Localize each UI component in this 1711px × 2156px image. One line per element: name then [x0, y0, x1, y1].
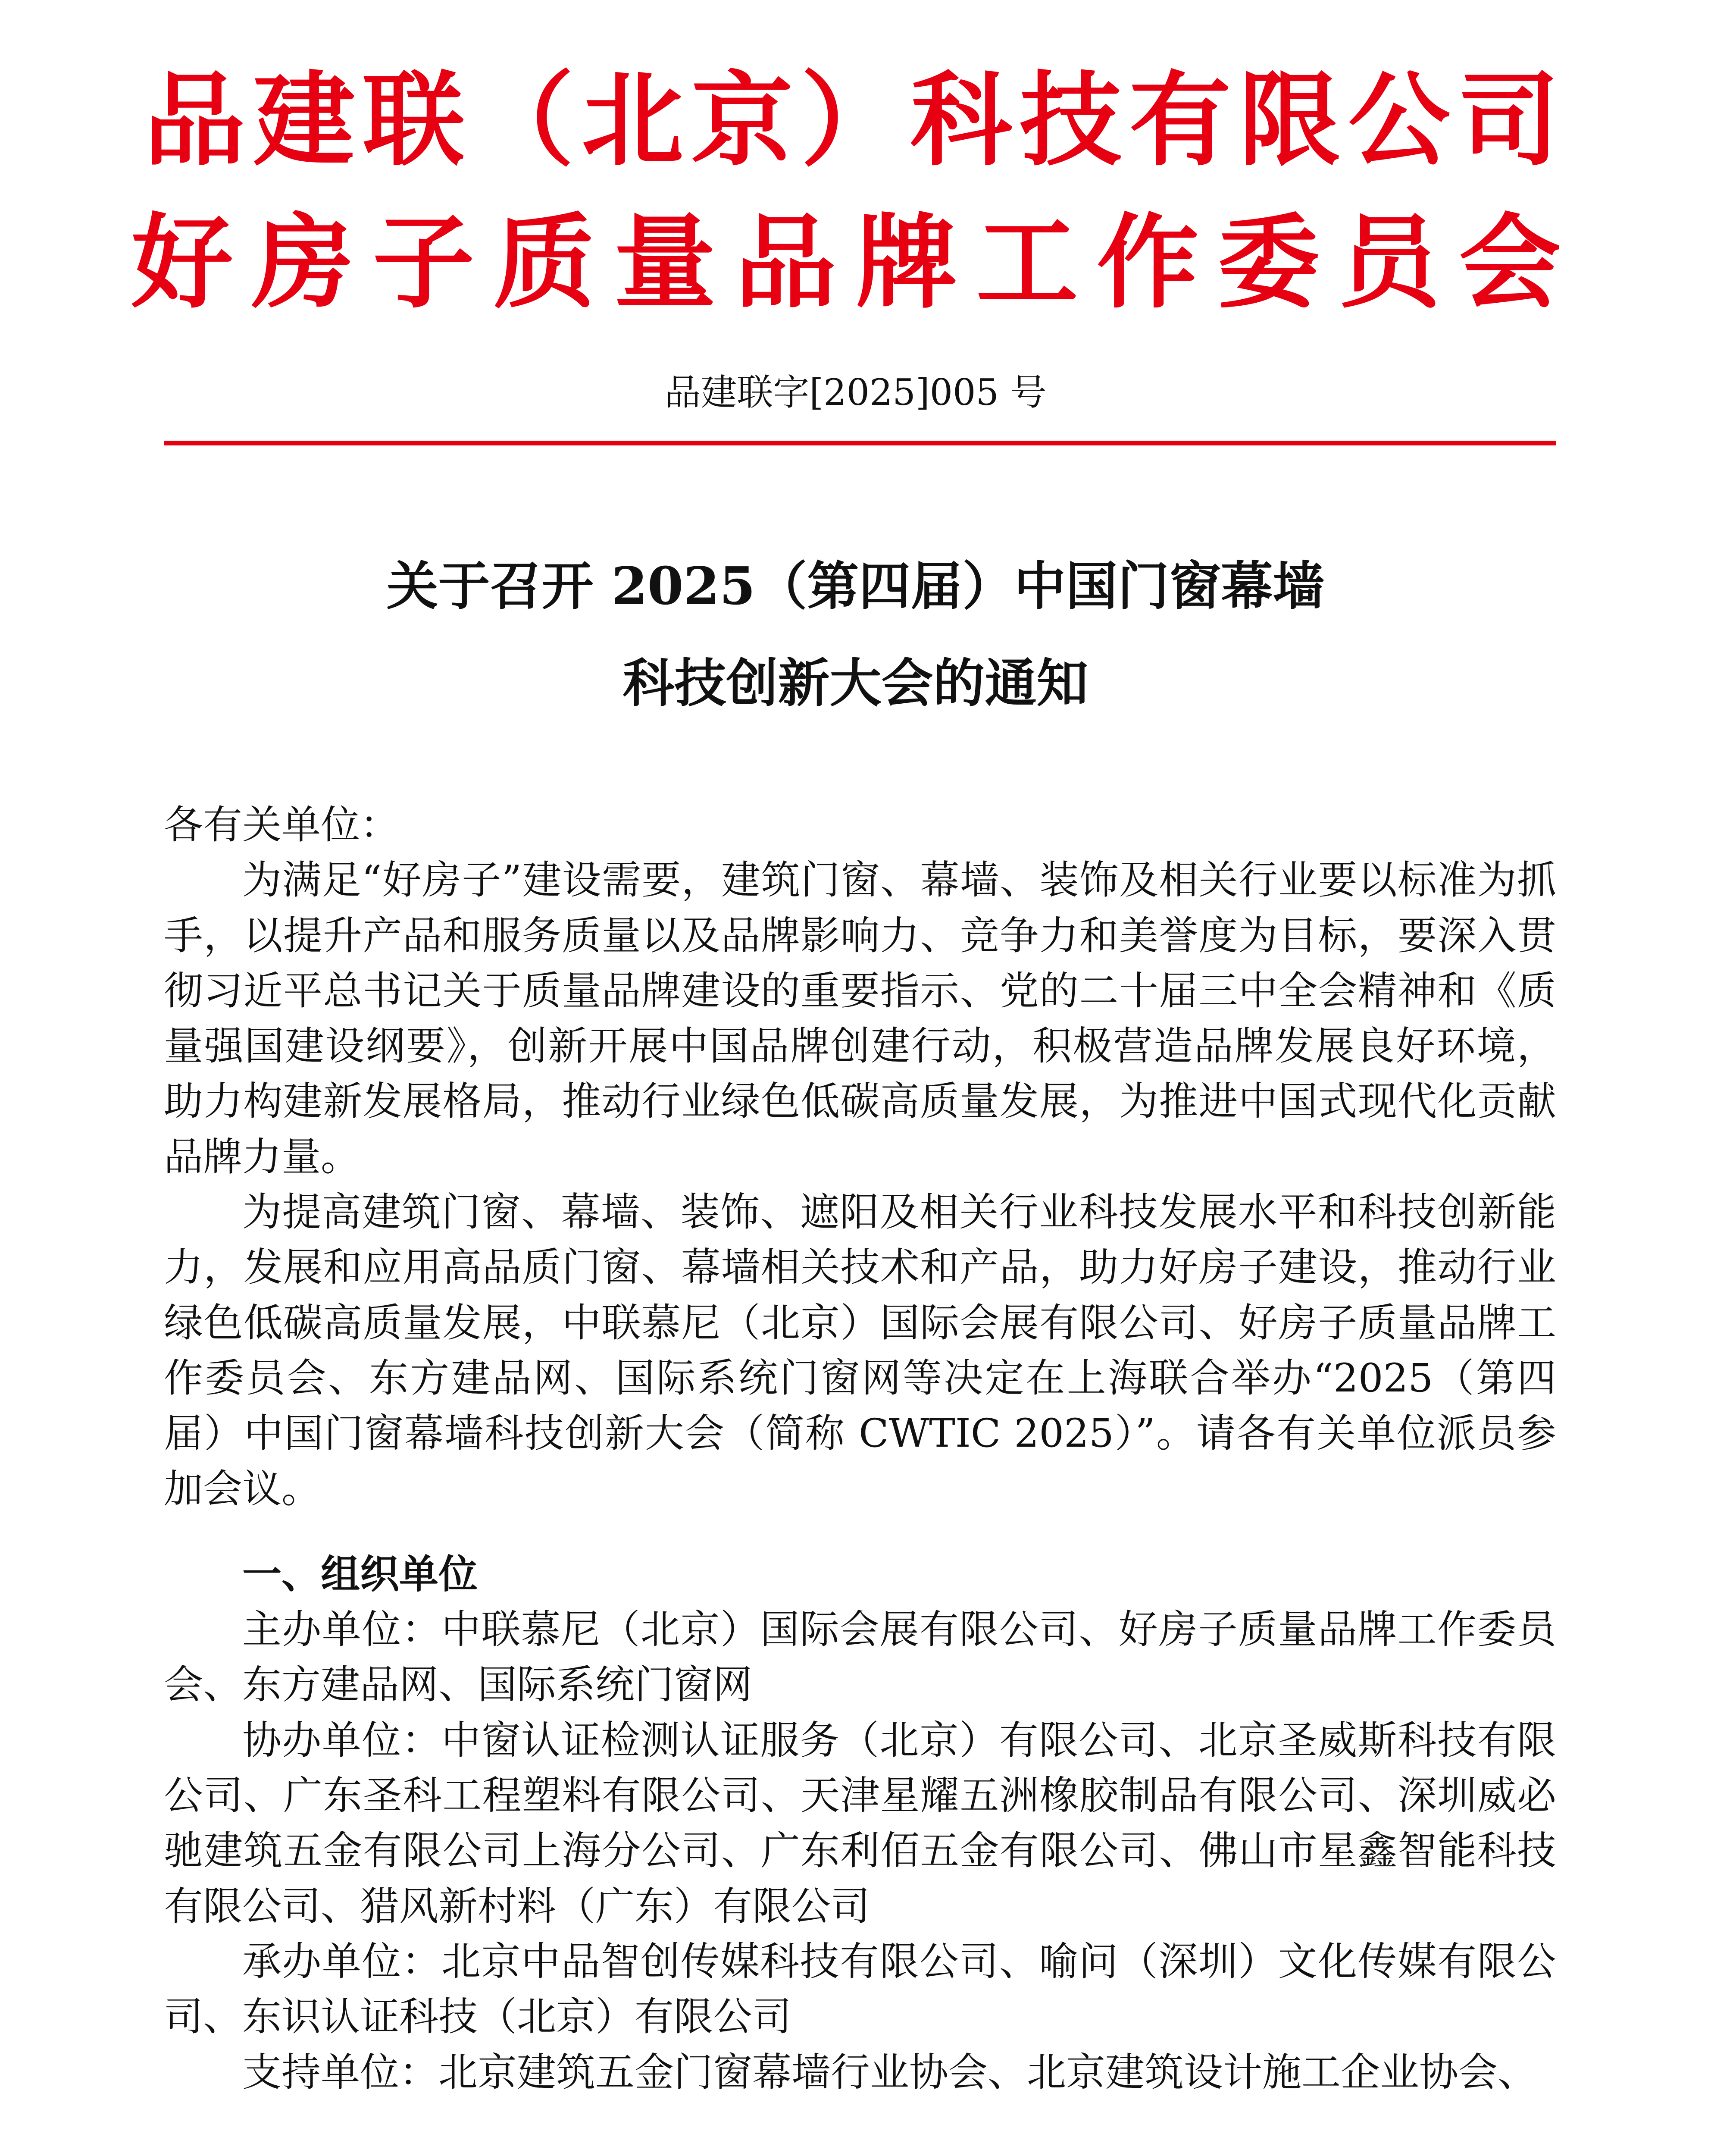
supporter-units: 支持单位：北京建筑五金门窗幕墙行业协会、北京建筑设计施工企业协会、 [242, 2049, 1537, 2095]
host-units: 主办单位：中联慕尼（北京）国际会展有限公司、好房子质量品牌工作委员会、东方建品网、国际系统门窗网 [164, 1607, 1556, 1708]
document-title-line2: 科技创新大会的通知 [622, 653, 1089, 714]
salutation: 各有关单位： [164, 802, 400, 848]
document-number: 品建联字[2025]005 号 [664, 371, 1047, 414]
paragraph-background: 为满足“好房子”建设需要，建筑门窗、幕墙、装饰及相关行业要以标准为抓手，以提升产品和服务质量以及品牌影响力、竞争力和美誉度为目标，要深入贯彻习近平总书记关于质量品牌建设的重要指示、党的二十届三中全会精神和《质量强国建设纲要》，创新开展中国品牌创建行动，积极营造品牌发展良好环境，助力构建新发展格局，推动行业绿色低碳高质量发展，为推进中国式现代化贡献品牌力量。 [164, 858, 1556, 1180]
red-divider-line [164, 441, 1556, 445]
document-title-line1: 关于召开 2025（第四届）中国门窗幕墙 [386, 556, 1325, 617]
co-organizer-units: 协办单位：中窗认证检测认证服务（北京）有限公司、北京圣威斯科技有限公司、广东圣科工程塑料有限公司、天津星耀五洲橡胶制品有限公司、深圳威必驰建筑五金有限公司上海分公司、广东利佰五金有限公司、佛山市星鑫智能科技有限公司、猎风新村料（广东）有限公司 [164, 1717, 1556, 1929]
section-heading-organizers: 一、组织单位 [242, 1551, 478, 1597]
issuer-name-line2: 好房子质量品牌工作委员会 [131, 204, 1580, 322]
undertaker-units: 承办单位：北京中品智创传媒科技有限公司、喻问（深圳）文化传媒有限公司、东识认证科技（北京）有限公司 [164, 1939, 1556, 2040]
paragraph-announcement: 为提高建筑门窗、幕墙、装饰、遮阳及相关行业科技发展水平和科技创新能力，发展和应用高品质门窗、幕墙相关技术和产品，助力好房子建设，推动行业绿色低碳高质量发展，中联慕尼（北京）国际会展有限公司、好房子质量品牌工作委员会、东方建品网、国际系统门窗网等决定在上海联合举办“2025（第四届）中国门窗幕墙科技创新大会（简称 CWTIC 2025）”。请各有关单位派员参加会议。 [164, 1190, 1556, 1512]
issuer-name-line1: 品建联（北京）科技有限公司 [144, 61, 1567, 180]
document-body [164, 798, 1556, 2100]
